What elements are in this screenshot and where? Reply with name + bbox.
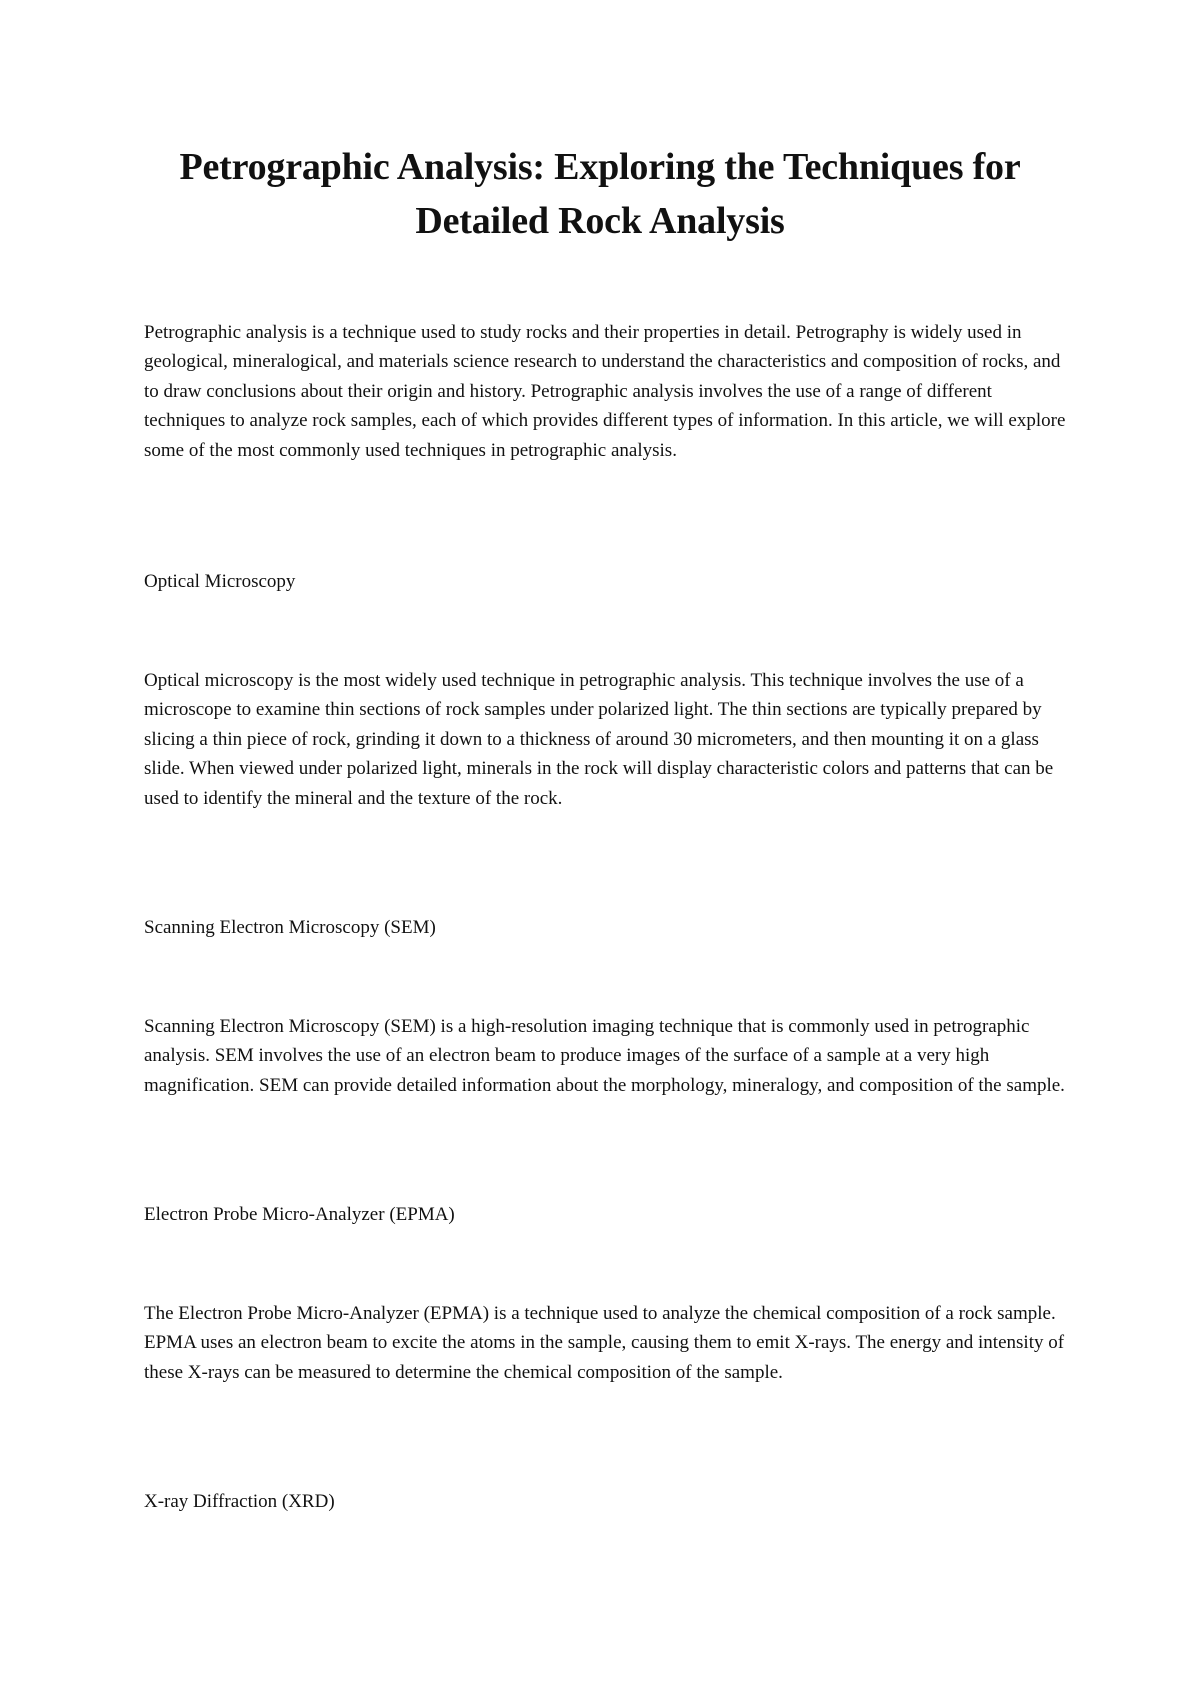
section-body-optical-microscopy: Optical microscopy is the most widely used technique in petrographic analysis. This technique involves the use of a microscope to examine thin sections of rock samples under polarized light. The thin sections are typically prepared by slicing a thin piece of rock, grinding it down to a thickness of around 30 micrometers, and then mounting it on a glass slide. When viewed under polarized light, minerals in the rock will display characteristic colors and patterns that can be used to identify the mineral and the texture of the rock. <box>144 670 1054 809</box>
section-body-epma: The Electron Probe Micro-Analyzer (EPMA) is a technique used to analyze the chemical composition of a rock sample. EPMA uses an electron beam to excite the atoms in the sample, causing them to emit X-rays. The energy and intensity of these X-rays can be measured to determine the chemical composition of the sample. <box>144 1303 1065 1383</box>
section-heading-sem: Scanning Electron Microscopy (SEM) <box>144 917 436 938</box>
section-heading-xrd: X-ray Diffraction (XRD) <box>144 1491 335 1512</box>
intro-paragraph: Petrographic analysis is a technique used to study rocks and their properties in detail. Petrography is widely used in geological, mineralogical, and materials science research to understand the characteristics and composition of rocks, and to draw conclusions about their origin and history. Petrographic analysis involves the use of a range of different techniques to analyze rock samples, each of which provides different types of information. In this article, we will explore some of the most commonly used techniques in petrographic analysis. <box>144 322 1066 461</box>
document-title: Petrographic Analysis: Exploring the Techniques for Detailed Rock Analysis <box>179 146 1021 242</box>
section-heading-epma: Electron Probe Micro-Analyzer (EPMA) <box>144 1204 455 1225</box>
section-body-sem: Scanning Electron Microscopy (SEM) is a high-resolution imaging technique that is commonly used in petrographic analysis. SEM involves the use of an electron beam to produce images of the surface of a sample at a very high magnification. SEM can provide detailed information about the morphology, mineralogy, and composition of the sample. <box>144 1016 1065 1096</box>
section-heading-optical-microscopy: Optical Microscopy <box>144 571 296 592</box>
